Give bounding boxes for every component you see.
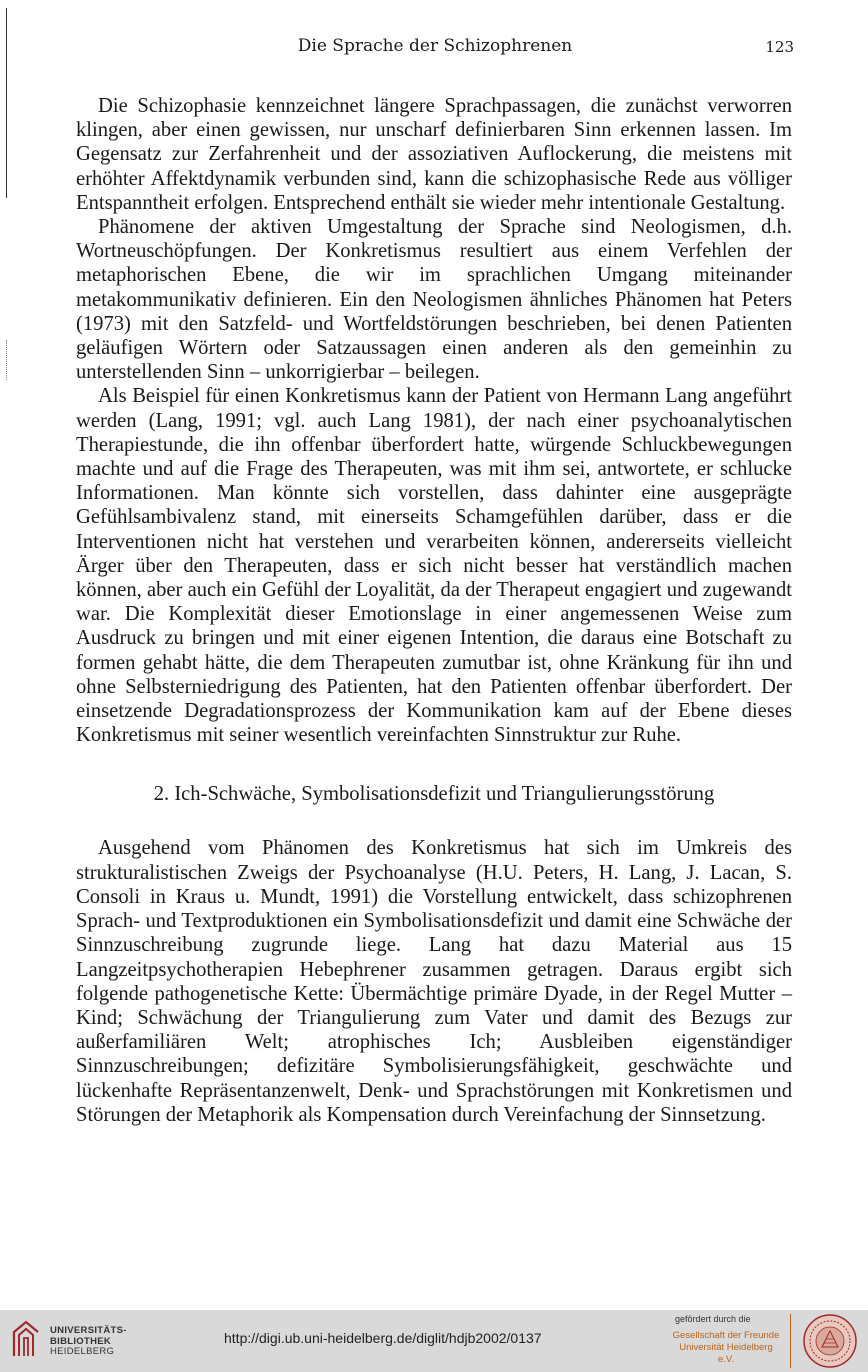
university-seal-icon [802,1313,858,1369]
left-margin-rule-dotted [6,340,8,380]
library-name-line3: HEIDELBERG [50,1346,115,1357]
society-name-line1: Gesellschaft der Freunde [672,1330,780,1341]
page-header [76,34,794,62]
digitization-footer [0,1310,868,1372]
left-margin-rule [6,8,7,198]
library-name [50,1326,127,1358]
paragraph-neologismen: Phänomene der aktiven Umgestaltung der Sprache sind Neologismen, d.h. Wortneuschöpfungen. Der Konkretismus resultiert aus einem Verfehlen der metaphorischen Ebene, die wir im sprachlichen Umgang miteinander metakommunikativ definieren. Ein den Neologismen ähnliches Phänomen hat Peters (1973) mit den Satzfeld- und Wortfeldstörungen beschrieben, bei denen Patienten geläufigen Wörtern oder Satzaussagen einen anderen als den gemeinhin zu unterstellenden Sinn – unkorrigierbar – beilegen. [76,216,792,384]
page-body [76,94,792,1127]
paragraph-pathogenetische-kette: Ausgehend vom Phänomen des Konkretismus hat sich im Umkreis des strukturalistischen Zweigs der Psychoanalyse (H.U. Peters, H. Lang, J. Lacan, S. Consoli in Kraus u. Mundt, 1991) die Vorstellung entwickelt, dass schizophrenen Sprach- und Textproduktionen ein Symbolisationsdefizit und damit eine Schwäche der Sinnzuschreibung zugrunde liege. Lang hat dazu Material aus 15 Langzeitpsychotherapien Hebephrener zusammen getragen. Daraus ergibt sich folgende pathogenetische Kette: Übermächtige primäre Dyade, in der Regel Mutter – Kind; Schwächung der Triangulierung zum Vater und damit des Bezugs zur außerfamiliären Welt; atrophisches Ich; Ausbleiben eigenständiger Sinnzuschreibungen; defizitäre Symbolisierungsfähigkeit, geschwächte und lückenhafte Repräsentanzenwelt, Denk- und Sprachstörungen mit Konkretismen und Störungen der Metaphorik als Kompensation durch Vereinfachung der Sinnsetzung. [76,837,792,1126]
permalink-url[interactable]: http://digi.ub.uni-heidelberg.de/diglit/hdjb2002/0137 [224,1330,542,1346]
library-logo-icon[interactable] [10,1318,42,1360]
paragraph-schizophasie: Die Schizophasie kennzeichnet längere Sprachpassagen, die zunächst verworren klingen, aber einen gewissen, nur unscharf definierbaren Sinn erkennen lassen. Im Gegensatz zur Zerfahrenheit und der assoziativen Auflockerung, die meistens mit erhöhter Affektdynamik verbunden sind, kann die schizophasische Rede aus völliger Entspanntheit erfolgen. Entsprechend enthält sie wieder mehr intentionale Gestaltung. [76,95,792,214]
society-name[interactable] [672,1330,780,1366]
society-name-line2: Universität Heidelberg e.V. [679,1342,773,1365]
footer-divider [790,1314,791,1368]
page-number: 123 [765,38,794,56]
section-heading: 2. Ich-Schwäche, Symbolisationsdefizit und Triangulierungsstörung [153,783,715,806]
running-title: Die Sprache der Schizophrenen [297,36,573,56]
funded-by-label: gefördert durch die [675,1314,751,1324]
library-name-line1: UNIVERSITÄTS- [50,1325,127,1336]
paragraph-konkretismus-beispiel: Als Beispiel für einen Konkretismus kann der Patient von Hermann Lang angeführt werden (Lang, 1991; vgl. auch Lang 1981), der nach einer psychoanalytischen Therapiestunde, die ihn offenbar überfordert hatte, würgende Schluckbewegungen machte und auf die Frage des Therapeuten, was mit ihm sei, antwortete, er schlucke Informationen. Man könnte sich vorstellen, dass dahinter eine ausgeprägte Gefühlsambivalenz stand, mit einerseits Schamgefühlen darüber, dass er die Interventionen nicht hat verstehen und verarbeiten können, andererseits vielleicht Ärger über den Therapeuten, dass er sich nicht besser hat verständlich machen können, aber auch ein Gefühl der Loyalität, da der Therapeut engagiert und zugewandt war. Die Komplexität dieser Emotionslage in einer angemessenen Weise zum Ausdruck zu bringen und mit einer eigenen Intention, die daraus eine Botschaft zu formen gehabt hätte, die dem Therapeuten zumutbar ist, ohne Kränkung für ihn und ohne Selbsterniedrigung des Patienten, hat den Patienten offenbar überfordert. Der einsetzende Degradationsprozess der Kommunikation kam auf der Ebene dieses Konkretismus mit seiner wesentlich vereinfachten Sinnstruktur zur Ruhe. [76,385,792,747]
library-name-line2: BIBLIOTHEK [50,1335,112,1347]
